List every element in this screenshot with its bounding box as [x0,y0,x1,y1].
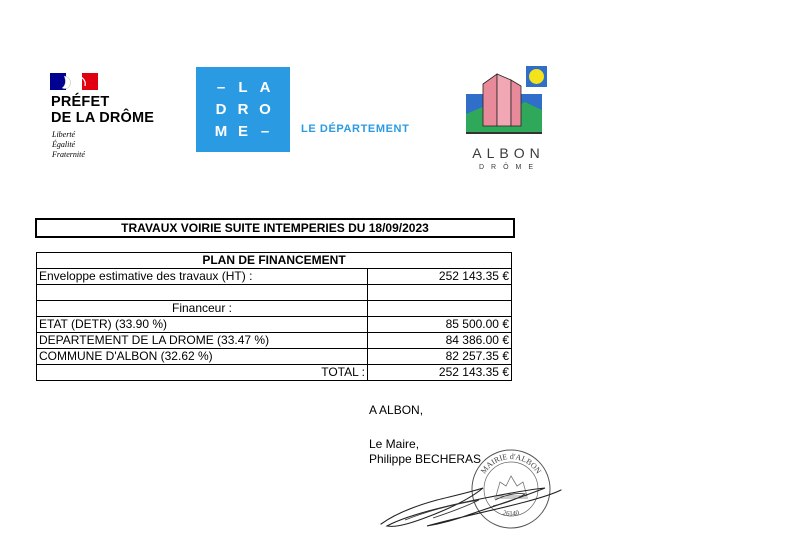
funder-label: ETAT (DETR) (33.90 %) [37,317,368,333]
funder-label: DEPARTEMENT DE LA DROME (33.47 %) [37,333,368,349]
logo-glyph: L [238,79,248,96]
financeur-label: Financeur : [37,301,368,317]
logo-glyph: O [259,101,271,118]
table-row [37,365,512,381]
total-value: 252 143.35 € [368,365,512,381]
logo-glyph: E [237,123,248,140]
prefet-logo [50,73,190,168]
logo-glyph: D [215,101,227,118]
prefet-line1: PRÉFET [51,94,110,110]
signature-place: A ALBON, [369,403,424,417]
seal-bottom-text: 26140 [501,508,521,518]
prefet-line2: DE LA DRÔME [51,110,155,126]
table-row [37,349,512,365]
albon-logo [465,66,547,176]
marianne-flag-icon [50,73,98,90]
empty-cell [37,285,368,301]
table-row [37,301,512,317]
table-row [37,285,512,301]
funder-value: 82 257.35 € [368,349,512,365]
logo-glyph: M [214,123,228,140]
seal-top-text: MAIRIE d'ALBON [478,451,544,476]
table-header: PLAN DE FINANCEMENT [37,253,512,269]
signatory-name: Philippe BECHERAS [369,452,482,466]
logo-glyph: A [259,79,271,96]
albon-logo-sub: DRÔME [478,164,541,171]
table-row [37,333,512,349]
albon-logo-word: ALBON [472,145,545,161]
total-label: TOTAL : [37,365,368,381]
albon-emblem-icon [465,66,547,142]
logo-glyph: – [216,79,226,96]
motto-fraternite: Fraternité [52,150,85,159]
funder-label: COMMUNE D'ALBON (32.62 %) [37,349,368,365]
table-row [37,317,512,333]
financing-table [36,252,512,381]
document-title: TRAVAUX VOIRIE SUITE INTEMPERIES DU 18/09/2023 [36,219,514,237]
funder-value: 85 500.00 € [368,317,512,333]
signatory-role: Le Maire, [369,437,420,451]
table-row [37,253,512,269]
la-drome-logo [196,67,290,152]
motto-liberte: Liberté [52,130,76,139]
motto-egalite: Égalité [52,140,76,149]
funder-value: 84 386.00 € [368,333,512,349]
logo-glyph: – [260,123,270,140]
handwritten-signature [375,470,565,532]
departement-tagline: LE DÉPARTEMENT [301,123,410,135]
estimate-value: 252 143.35 € [368,269,512,285]
logo-glyph: R [237,101,249,118]
empty-cell [368,301,512,317]
empty-cell [368,285,512,301]
table-row [37,269,512,285]
estimate-label: Enveloppe estimative des travaux (HT) : [37,269,368,285]
